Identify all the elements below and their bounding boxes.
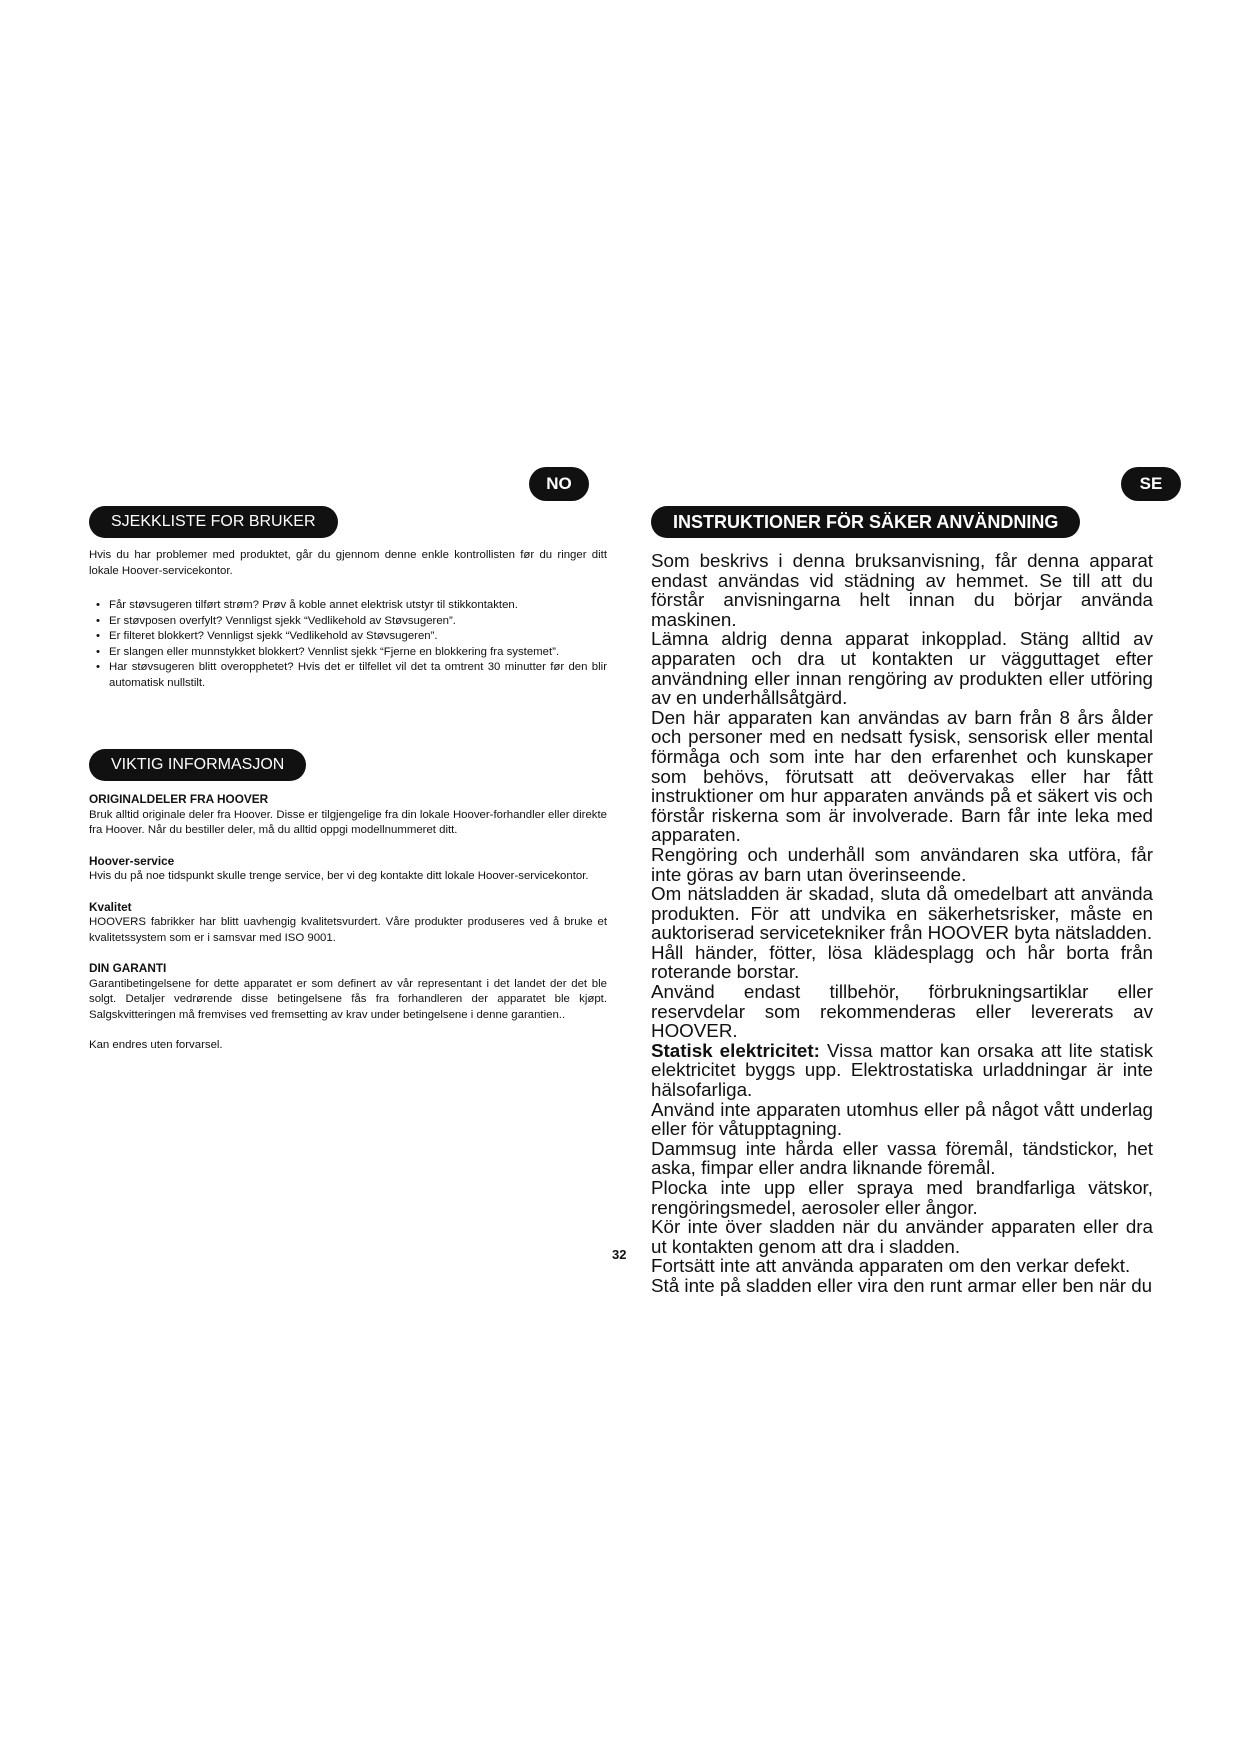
safety-paragraph: Stå inte på sladden eller vira den runt armar eller ben när du [651,1274,1153,1296]
info-text: HOOVERS fabrikker har blitt uavhengig kvalitetsvurdert. Våre produkter produseres ved å bruke et kvalitetssystem som er i samsvar med ISO 9001. [89,916,607,944]
info-heading: Kvalitet [89,899,132,914]
section-title-checklist: SJEKKLISTE FOR BRUKER [89,506,338,538]
safety-paragraph: Plocka inte upp eller spraya med brandfarliga vätskor, rengöringsmedel, aerosoler eller ångor. [651,1177,1153,1218]
static-electricity-text: Vissa mattor kan orsaka att lite statisk elektricitet byggs upp. Elektrostatiska urladdningar är inte hälsofarliga. [651,1039,1153,1101]
info-heading: DIN GARANTI [89,961,167,975]
checklist-item: • Får støvsugeren tilført strøm? Prøv å koble annet elektrisk utstyr til stikkontakten. [109,598,607,614]
page-number: 32 [612,1247,627,1262]
info-block-service [89,854,607,885]
safety-paragraph: Lämna aldrig denna apparat inkopplad. Stäng alltid av apparaten och dra ut kontakten ur vägguttaget efter användning eller innan rengöring av produkten eller utföring av en underhållsåtgärd. [651,628,1153,709]
safety-paragraph: Kör inte över sladden när du använder apparaten eller dra ut kontakten genom att dra i sladden. [651,1216,1153,1257]
section-title-safety: INSTRUKTIONER FÖR SÄKER ANVÄNDNING [651,506,1080,538]
checklist [89,598,607,691]
change-notice: Kan endres uten forvarsel. [89,1039,223,1051]
checklist-intro: Hvis du har problemer med produktet, går du gjennom denne enkle kontrollisten før du ringer ditt lokale Hoover-servicekontor. [89,549,607,577]
important-info-section [89,792,607,1054]
info-text: Garantibetingelsene for dette apparatet er som definert av vår representant i det landet der det ble solgt. Detaljer vedrørende disse betingelsene fås fra forhandleren der apparatet ble kjøpt. Salgskvitteringen må fremvises ved fremsetting av krav under betingelsene i denne garantien.. [89,977,607,1021]
safety-paragraph: Den här apparaten kan användas av barn från 8 års ålder och personer med en nedsatt fysisk, sensorisk eller mental förmåga och som inte har den erfarenhet och kunskaper som behövs, förutsatt att deövervakas eller har fått instruktioner om hur apparaten används på et säkert vis och förstår riskerna som är involverade. Barn får inte leka med apparaten. [651,706,1153,846]
checklist-item: • Er støvposen overfylt? Vennligst sjekk “Vedlikehold av Støvsugeren”. [109,614,607,630]
section-title-important-info: VIKTIG INFORMASJON [89,749,306,781]
safety-instructions [651,551,1153,1296]
safety-paragraph: Använd inte apparaten utomhus eller på något vått underlag eller för våtupptagning. [651,1098,1153,1140]
info-block-warranty [89,961,607,1023]
language-badge-no: NO [529,467,589,501]
safety-paragraph: Rengöring och underhåll som användaren ska utföra, får inte göras av barn utan överinseende. [651,843,1153,885]
safety-paragraph: Som beskrivs i denna bruksanvisning, får denna apparat endast användas vid städning av hemmet. Se till att du förstår anvisningarna helt innan du börjar använda maskinen. [651,550,1153,630]
safety-paragraph: Håll händer, fötter, lösa klädesplagg och hår borta från roterande borstar. [651,941,1153,983]
info-text: Bruk alltid originale deler fra Hoover. Disse er tilgjengelige fra din lokale Hoover-forhandler eller direkte fra Hoover. Når du bestiller deler, må du alltid oppgi modellnummeret ditt. [89,808,607,836]
info-heading: Hoover-service [89,853,175,868]
info-text: Hvis du på noe tidspunkt skulle trenge service, ber vi deg kontakte ditt lokale Hoover-servicekontor. [89,870,589,882]
info-block-quality [89,900,607,947]
static-electricity-paragraph [651,1041,1153,1100]
checklist-item: • Har støvsugeren blitt overopphetet? Hvis det er tilfellet vil det ta omtrent 30 minutter før den blir automatisk nullstilt. [109,660,607,691]
checklist-section [89,548,607,691]
language-badge-se: SE [1121,467,1181,501]
checklist-item: • Er filteret blokkert? Vennligst sjekk “Vedlikehold av Støvsugeren”. [109,629,607,645]
info-block-original-parts [89,792,607,839]
safety-paragraph: Dammsug inte hårda eller vassa föremål, tändstickor, het aska, fimpar eller andra liknande föremål. [651,1137,1153,1179]
safety-paragraph: Fortsätt inte att använda apparaten om den verkar defekt. [651,1255,1131,1277]
checklist-item: • Er slangen eller munnstykket blokkert? Vennlist sjekk “Fjerne en blokkering fra systemet”. [109,645,607,661]
static-electricity-label: Statisk elektricitet: [651,1039,820,1061]
safety-paragraph: Om nätsladden är skadad, sluta då omedelbart att använda produkten. För att undvika en säkerhetsrisker, måste en auktoriserad servicetekniker från HOOVER byta nätsladden. [651,883,1153,944]
info-heading: ORIGINALDELER FRA HOOVER [89,792,269,806]
safety-paragraph: Använd endast tillbehör, förbrukningsartiklar eller reservdelar som rekommenderas eller levererats av HOOVER. [651,981,1153,1042]
